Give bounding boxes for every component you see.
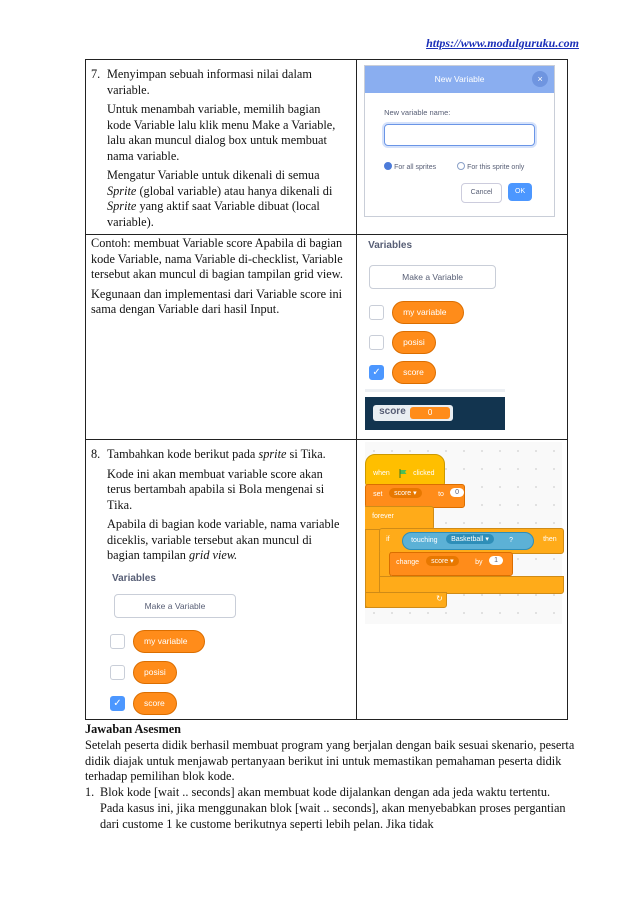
row8-paragraph-1: Tambahkan kode berikut pada sprite si Tika. (107, 447, 326, 461)
stage-variable-monitor (365, 397, 505, 430)
variable-checkbox[interactable] (110, 634, 125, 649)
row-step-7 (86, 60, 568, 235)
row-step-8 (86, 440, 568, 720)
contoh-paragraph-2: Kegunaan dan implementasi dari Variable score ini sama dengan Variable dari hasil Input. (91, 286, 343, 316)
variable-checkbox[interactable] (369, 335, 384, 350)
variable-checkbox[interactable] (369, 305, 384, 320)
cancel-button[interactable]: Cancel (461, 183, 502, 203)
variable-block[interactable]: my variable (392, 301, 464, 324)
row7-paragraph-1: Menyimpan sebuah informasi nilai dalam variable. (107, 67, 312, 97)
forever-end (365, 592, 447, 608)
contoh-paragraph-1: Contoh: membuat Variable score Apabila di bagian kode Variable, nama Variable di-checklist, Variable tersebut akan muncul di bagian tampilan grid view. (91, 236, 343, 281)
variable-row-my-variable (110, 630, 205, 653)
scratch-script-area (365, 442, 562, 624)
radio-for-all-sprites[interactable]: For all sprites (384, 162, 436, 171)
change-variable-block[interactable]: change score ▾ by 1 (389, 552, 513, 576)
variable-block[interactable]: score (133, 692, 177, 715)
row8-paragraph-2: Kode ini akan membuat variable score akan terus bertambah apabila si Bola mengenai si Tika. (107, 466, 325, 512)
make-variable-button[interactable]: Make a Variable (369, 265, 496, 289)
set-value-input[interactable]: 0 (450, 488, 464, 497)
item-text: Blok kode [wait .. seconds] akan membuat kode dijalankan dengan ada jeda waktu tertentu. Pada kasus ini, jika menggunakan blok [wait .. seconds], akan menyebabkan proses pergantian dari custome 1 ke custome berikutnya seperti lebih pelan. Jika tidak (100, 785, 566, 831)
variable-name-label: New variable name: (384, 108, 451, 117)
item-number: 1. (85, 785, 95, 800)
checked-checkbox-icon[interactable]: ✓ (369, 365, 384, 380)
new-variable-dialog (364, 65, 555, 217)
row8-image-cell (357, 440, 568, 720)
make-variable-button[interactable]: Make a Variable (114, 594, 236, 618)
row7-text-cell (86, 60, 357, 235)
variable-row-score (369, 361, 436, 384)
variable-block[interactable]: score (392, 361, 436, 384)
change-value-input[interactable]: 1 (489, 556, 503, 565)
radio-empty-icon (457, 162, 465, 170)
radio-selected-icon (384, 162, 392, 170)
set-variable-block[interactable]: set score ▾ to 0 (365, 484, 465, 508)
monitor-box (373, 405, 453, 421)
green-flag-icon (399, 469, 407, 477)
row7-image-cell (357, 60, 568, 235)
variables-palette-2 (110, 569, 238, 719)
variable-name-input[interactable] (384, 124, 535, 146)
variable-row-score (110, 692, 177, 715)
variable-row-my-variable (369, 301, 464, 324)
row7-number: 7. (91, 67, 101, 81)
ok-button[interactable]: OK (508, 183, 532, 201)
variable-row-posisi (110, 661, 177, 684)
header-link[interactable]: https://www.modulguruku.com (426, 36, 579, 50)
row-contoh (86, 235, 568, 440)
palette-divider (365, 389, 505, 392)
forever-block[interactable]: forever (365, 506, 434, 530)
asesmen-heading: Jawaban Asesmen (85, 722, 181, 736)
asesmen-item-1 (85, 785, 575, 832)
if-then-block[interactable]: if touching Basketball ▾ ? then (379, 528, 564, 554)
checked-checkbox-icon[interactable]: ✓ (110, 696, 125, 711)
variable-block[interactable]: my variable (133, 630, 205, 653)
variable-row-posisi (369, 331, 436, 354)
dialog-header (365, 66, 554, 93)
close-icon[interactable]: × (532, 71, 548, 87)
variable-block[interactable]: posisi (133, 661, 177, 684)
monitor-value: 0 (410, 407, 450, 419)
contoh-image-cell (357, 235, 568, 440)
row8-text-cell (86, 440, 357, 720)
variables-palette (365, 237, 505, 437)
loop-arrow-icon: ↻ (436, 594, 443, 603)
row7-paragraph-3: Mengatur Variable untuk dikenali di semua Sprite (global variable) atau hanya dikenali di Sprite yang aktif saat Variable dibuat (local variable). (107, 168, 333, 229)
monitor-label: score (379, 406, 406, 417)
touch-target-dropdown[interactable]: Basketball ▾ (446, 534, 494, 544)
dialog-title: New Variable (434, 74, 485, 84)
variable-dropdown[interactable]: score ▾ (426, 556, 459, 566)
touching-sensing-block[interactable]: touching Basketball ▾ ? (402, 532, 534, 550)
variable-checkbox[interactable] (110, 665, 125, 680)
row8-number: 8. (91, 447, 101, 461)
step-table (85, 59, 568, 720)
contoh-text-cell (86, 235, 357, 440)
variable-dropdown[interactable]: score ▾ (389, 488, 422, 498)
asesmen-intro: Setelah peserta didik berhasil membuat program yang berjalan dengan baik sesuai skenario, peserta didik diajak untuk menjawab pertanyaan berikut ini untuk memastikan pemahaman peserta didik terhadap pemilihan blok kode. (85, 737, 575, 784)
radio-for-this-sprite[interactable]: For this sprite only (457, 162, 524, 171)
row8-paragraph-3: Apabila di bagian kode variable, nama variable diceklis, variable tersebut akan muncul di bagian tampilan grid view. (107, 517, 340, 562)
when-flag-clicked-block[interactable]: when clicked (365, 454, 445, 486)
palette-title: Variables (112, 572, 156, 584)
variable-block[interactable]: posisi (392, 331, 436, 354)
palette-title: Variables (368, 240, 412, 251)
row7-paragraph-2: Untuk menambah variable, memilih bagian kode Variable lalu klik menu Make a Variable, lalu akan muncul dialog box untuk membuat nama variable. (107, 102, 336, 163)
asesmen-section (85, 722, 575, 833)
